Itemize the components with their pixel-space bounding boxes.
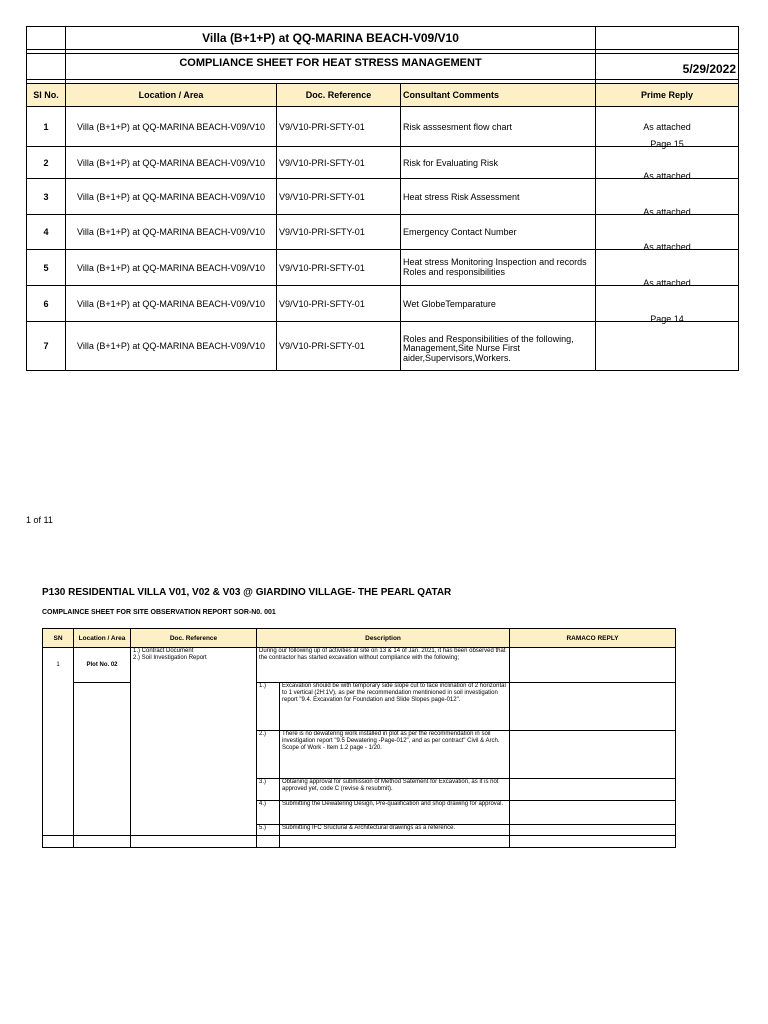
table-row	[43, 779, 676, 801]
header-location: Location / Area	[74, 629, 131, 648]
row-comment: Risk for Evaluating Risk	[401, 147, 596, 179]
table-row	[43, 731, 676, 779]
header-doc-reference: Doc. Reference	[277, 84, 401, 107]
row-reply: As attached	[596, 278, 739, 314]
sheet1-date: 5/29/2022	[596, 54, 739, 80]
header-description: Description	[257, 629, 510, 648]
item-text: Submitting the Dewatering Design, Pre-qualification and shop drawing for approval.	[280, 801, 510, 825]
row-doc: V9/V10-PRI-SFTY-01	[277, 107, 401, 147]
row-location: Villa (B+1+P) at QQ-MARINA BEACH-V09/V10	[66, 179, 277, 215]
row-intro: During our following up of activities at site on 13 & 14 of Jan. 2021, it has been observed that the contractor has started excavation without compliance with the following;	[257, 648, 510, 683]
row-location: Villa (B+1+P) at QQ-MARINA BEACH-V09/V10	[66, 286, 277, 322]
item-text: There is no dewatering work installed in plot as per the recommendation in soil investigation report "9.5 Dewatering -Page-012", and as per contract" Civil & Arch. Scope of Work - Item 1.2 page - 1/20.	[280, 731, 510, 779]
row-comment: Heat stress Monitoring Inspection and records Roles and responsibilities	[401, 250, 596, 286]
row-sl: 3	[27, 179, 66, 215]
row-comment: Heat stress Risk Assessment	[401, 179, 596, 215]
row-sl: 2	[27, 147, 66, 179]
row-reply: Page 15	[596, 139, 739, 171]
row-doc: V9/V10-PRI-SFTY-01	[277, 147, 401, 179]
item-number: 3.)	[257, 779, 280, 801]
row-sl: 6	[27, 286, 66, 322]
reply-cell	[510, 779, 676, 801]
reply-cell	[510, 648, 676, 683]
row-sl: 7	[27, 322, 66, 371]
item-number: 5.)	[257, 825, 280, 836]
row-reply: Page 14	[596, 314, 739, 363]
page-indicator: 1 of 11	[26, 515, 53, 525]
sheet1-subtitle: COMPLIANCE SHEET FOR HEAT STRESS MANAGEMENT	[66, 54, 596, 80]
table-row	[43, 683, 676, 731]
row-sn: 1	[43, 648, 74, 683]
row-doc: V9/V10-PRI-SFTY-01	[277, 215, 401, 250]
blank-cell	[27, 54, 66, 80]
heat-stress-compliance-table	[26, 26, 739, 371]
table-row	[43, 836, 676, 848]
row-comment: Wet GlobeTemparature	[401, 286, 596, 322]
row-doc-list	[131, 648, 257, 683]
sheet2-header-row	[43, 629, 676, 648]
item-number: 2.)	[257, 731, 280, 779]
site-observation-table	[42, 628, 676, 848]
table-row	[27, 322, 739, 371]
item-text: Obtaining approval for submission of Method Satement for Excavation, as it is not approved yet, code C (revise & resubmit).	[280, 779, 510, 801]
table-row	[43, 801, 676, 825]
reply-cell	[510, 825, 676, 836]
row-reply: As attached	[596, 107, 739, 147]
table-row	[43, 648, 676, 683]
item-text: Excavation should be with temporary side slope cut to face inclination of 2 horizontal to 1 vertical (2H:1V), as per the recommendation mentinioned in soil investigation report "9.4. Excavation for Foundation and Slide Slopes page-012".	[280, 683, 510, 731]
item-number: 1.)	[257, 683, 280, 731]
sheet1-header-row	[27, 84, 739, 107]
row-location: Villa (B+1+P) at QQ-MARINA BEACH-V09/V10	[66, 107, 277, 147]
row-comment: Emergency Contact Number	[401, 215, 596, 250]
header-prime-reply: Prime Reply	[596, 84, 739, 107]
header-ramaco-reply: RAMACO REPLY	[510, 629, 676, 648]
reply-cell	[510, 801, 676, 825]
row-sl: 5	[27, 250, 66, 286]
doc-item: 1.) Contract Document	[133, 648, 194, 654]
row-location: Villa (B+1+P) at QQ-MARINA BEACH-V09/V10	[66, 215, 277, 250]
row-comment: Roles and Responsibilities of the following, Management,Site Nurse First aider,Supervisors,Workers.	[401, 322, 596, 371]
header-sl: Sl No.	[27, 84, 66, 107]
header-consultant-comments: Consultant Comments	[401, 84, 596, 107]
blank-cell	[27, 27, 66, 50]
sheet2-title: P130 RESIDENTIAL VILLA V01, V02 & V03 @ GIARDINO VILLAGE- THE PEARL QATAR	[42, 587, 452, 598]
sheet1-title: Villa (B+1+P) at QQ-MARINA BEACH-V09/V10	[66, 27, 596, 50]
row-comment: Risk asssesment flow chart	[401, 107, 596, 147]
row-location: Villa (B+1+P) at QQ-MARINA BEACH-V09/V10	[66, 147, 277, 179]
row-location: Villa (B+1+P) at QQ-MARINA BEACH-V09/V10	[66, 250, 277, 286]
doc-item: 2.) Soil Investigation Report	[133, 654, 207, 661]
blank-cell	[596, 27, 739, 50]
row-reply: As attached	[596, 171, 739, 207]
reply-cell	[510, 683, 676, 731]
row-doc: V9/V10-PRI-SFTY-01	[277, 250, 401, 286]
item-number: 4.)	[257, 801, 280, 825]
row-doc: V9/V10-PRI-SFTY-01	[277, 179, 401, 215]
reply-cell	[510, 731, 676, 779]
row-location: Villa (B+1+P) at QQ-MARINA BEACH-V09/V10	[66, 322, 277, 371]
row-sl: 4	[27, 215, 66, 250]
row-reply: As attached	[596, 242, 739, 278]
row-doc: V9/V10-PRI-SFTY-01	[277, 286, 401, 322]
sheet2-subtitle: COMPLAINCE SHEET FOR SITE OBSERVATION REPORT SOR-N0. 001	[42, 609, 276, 616]
header-sn: SN	[43, 629, 74, 648]
row-reply: As attached	[596, 207, 739, 242]
header-location: Location / Area	[66, 84, 277, 107]
table-row	[43, 825, 676, 836]
row-sl: 1	[27, 107, 66, 147]
row-doc: V9/V10-PRI-SFTY-01	[277, 322, 401, 371]
header-doc-reference: Doc. Reference	[131, 629, 257, 648]
item-text: Submitting IFC Sructural & Architectural drawings as a reference.	[280, 825, 510, 836]
row-location: Plot No. 02	[74, 648, 131, 683]
